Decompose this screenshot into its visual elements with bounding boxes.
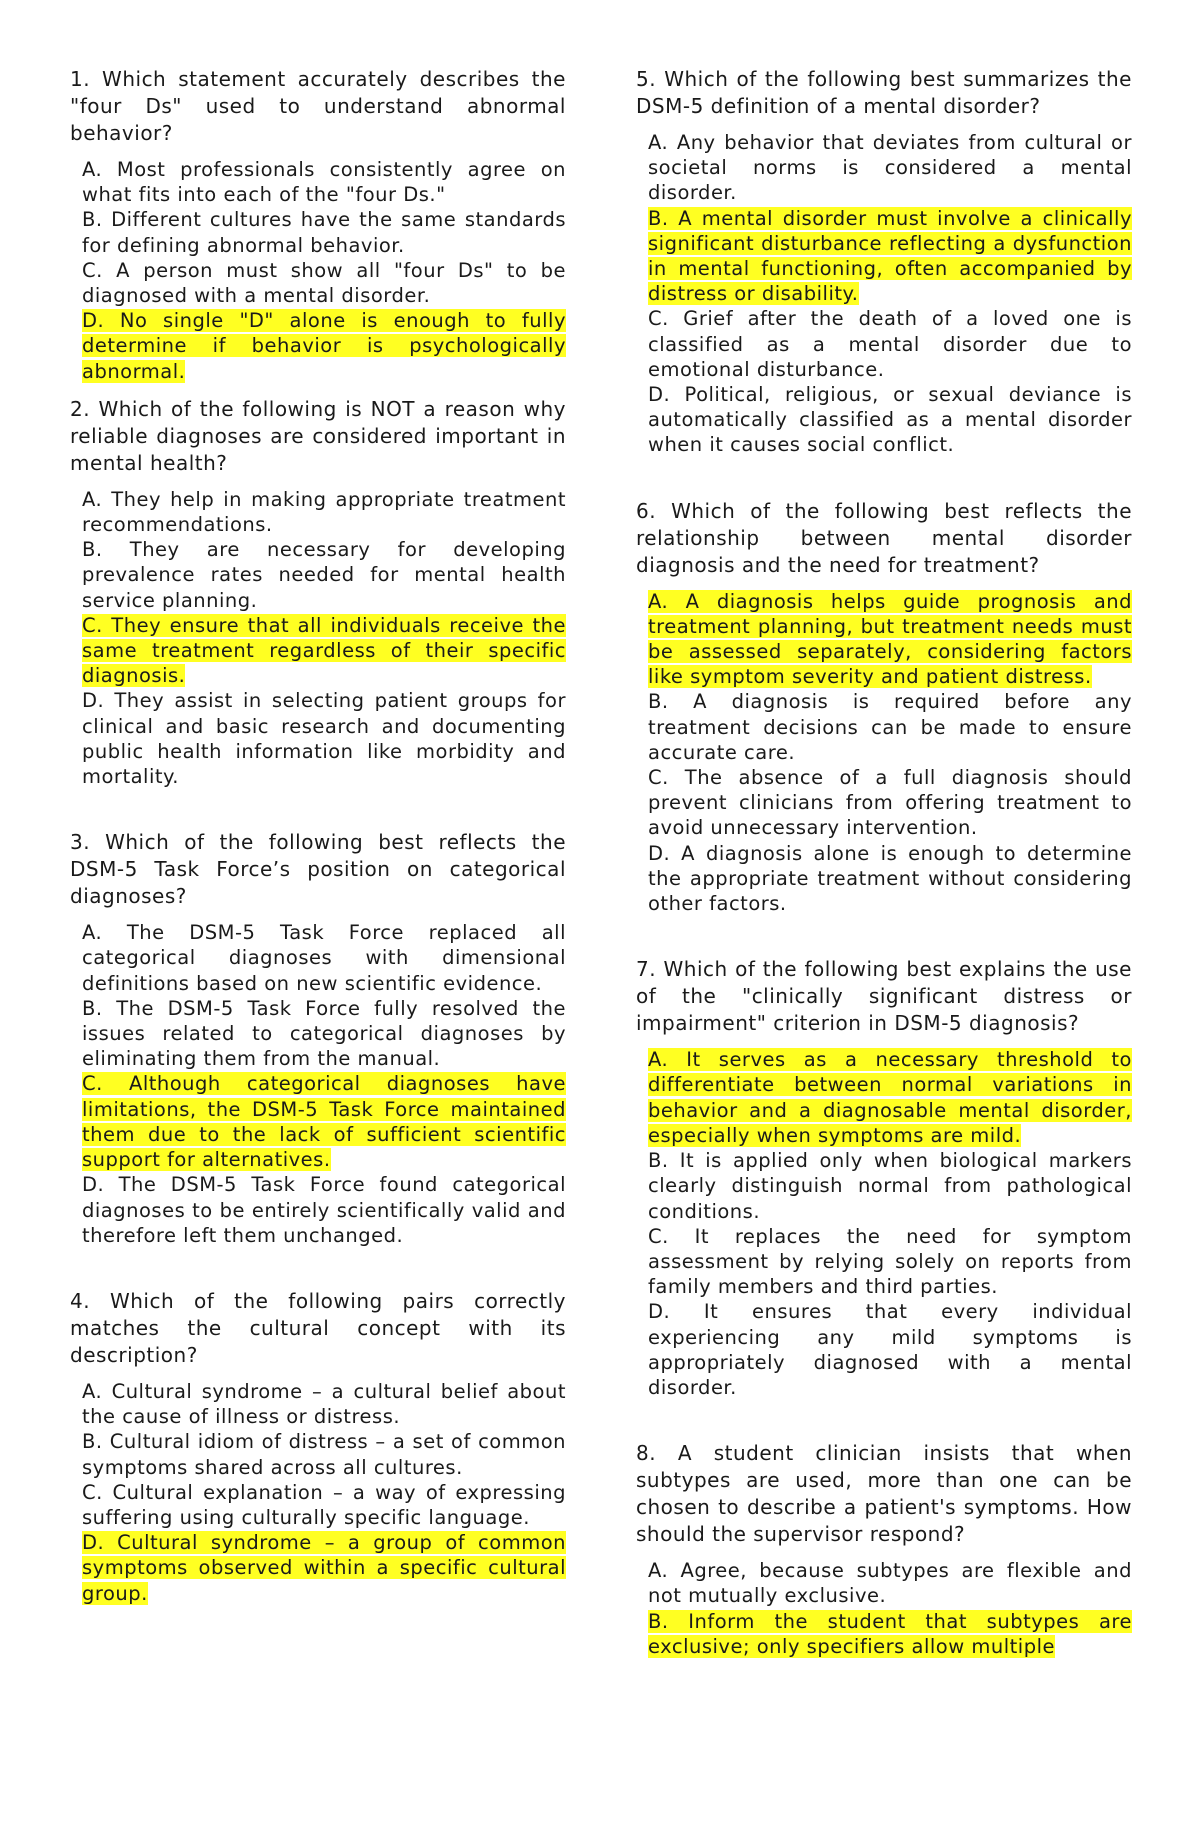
options-list <box>648 589 1132 917</box>
option-a-correct <box>648 589 1132 690</box>
option-d <box>648 841 1132 917</box>
option-b <box>82 537 566 613</box>
highlighted-answer: C. Although categorical diagnoses have limitations, the DSM-5 Task Force maintained them due to the lack of sufficient scientific support for alternatives. <box>82 1072 566 1172</box>
option-text: B. The DSM-5 Task Force fully resolved the issues related to categorical diagnoses by eliminating them from the manual. <box>82 996 566 1071</box>
option-d <box>82 688 566 789</box>
options-list <box>82 487 566 789</box>
option-text: C. The absence of a full diagnosis should prevent clinicians from offering treatment to avoid unnecessary intervention. <box>648 766 1132 840</box>
option-c <box>82 258 566 308</box>
question-1 <box>70 66 566 384</box>
option-text: D. They assist in selecting patient groups for clinical and basic research and documenting public health information like morbidity and mortality. <box>82 689 566 789</box>
question-text: 1. Which statement accurately describes the "four Ds" used to understand abnormal behavior? <box>70 67 566 145</box>
highlighted-answer: C. They ensure that all individuals receive the same treatment regardless of their specific diagnosis. <box>82 613 566 688</box>
option-text: C. Cultural explanation – a way of expressing suffering using culturally specific language. <box>82 1480 566 1529</box>
question-text: 7. Which of the following best explains the use of the "clinically significant distress or impairment" criterion in DSM-5 diagnosis? <box>636 957 1132 1036</box>
question-text: 2. Which of the following is NOT a reason why reliable diagnoses are considered important in mental health? <box>70 396 566 475</box>
question-text: 6. Which of the following best reflects the relationship between mental disorder diagnosis and the need for treatment? <box>636 498 1132 577</box>
highlighted-answer: D. No single "D" alone is enough to fully determine if behavior is psychologically abnormal. <box>82 309 566 383</box>
question-4 <box>70 1288 566 1606</box>
option-a <box>82 487 566 537</box>
question-3 <box>70 829 566 1248</box>
option-c <box>648 765 1132 841</box>
option-b <box>648 689 1132 765</box>
option-text: D. The DSM-5 Task Force found categorical diagnoses to be entirely scientifically valid and therefore left them unchanged. <box>82 1173 566 1247</box>
question-text: 4. Which of the following pairs correctly matches the cultural concept with its description? <box>70 1288 566 1367</box>
question-6 <box>636 498 1132 917</box>
option-a <box>82 1379 566 1429</box>
option-d <box>648 1299 1132 1400</box>
option-text: C. It replaces the need for symptom assessment by relying solely on reports from family members and third parties. <box>648 1224 1132 1299</box>
option-b <box>82 1429 566 1479</box>
option-a <box>82 920 566 996</box>
option-text: D. Political, religious, or sexual deviance is automatically classified as a mental disorder when it causes social conflict. <box>648 383 1132 457</box>
option-text: B. It is applied only when biological markers clearly distinguish normal from pathological conditions. <box>648 1149 1132 1223</box>
option-text: C. Grief after the death of a loved one is classified as a mental disorder due to emotional disturbance. <box>648 307 1132 381</box>
option-b <box>648 1148 1132 1224</box>
left-column <box>70 66 566 1618</box>
option-a <box>82 157 566 207</box>
highlighted-answer: A. A diagnosis helps guide prognosis and treatment planning, but treatment needs must be assessed separately, considering factors like symptom severity and patient distress. <box>648 589 1132 689</box>
option-b-correct <box>648 1609 1132 1659</box>
option-c <box>648 306 1132 382</box>
highlighted-answer: B. A mental disorder must involve a clinically significant disturbance reflecting a dysfunction in mental functioning, often accompanied by distress or disability. <box>648 206 1132 306</box>
question-text: 8. A student clinician insists that when subtypes are used, more than one can be chosen to describe a patient's symptoms. How should the supervisor respond? <box>636 1441 1132 1547</box>
options-list <box>648 1047 1132 1400</box>
option-d-correct <box>82 1530 566 1606</box>
option-text: B. A diagnosis is required before any treatment decisions can be made to ensure accurate care. <box>648 690 1132 764</box>
question-5 <box>636 66 1132 458</box>
options-list <box>82 1379 566 1606</box>
options-list <box>82 920 566 1248</box>
option-text: D. It ensures that every individual experiencing any mild symptoms is appropriately diagnosed with a mental disorder. <box>648 1300 1132 1399</box>
option-c <box>648 1224 1132 1300</box>
option-d <box>648 382 1132 458</box>
option-d-correct <box>82 308 566 384</box>
option-c-correct <box>82 613 566 689</box>
highlighted-answer: B. Inform the student that subtypes are exclusive; only specifiers allow multiple <box>648 1609 1132 1658</box>
option-text: B. Cultural idiom of distress – a set of common symptoms shared across all cultures. <box>82 1430 566 1479</box>
highlighted-answer: D. Cultural syndrome – a group of common symptoms observed within a specific cultural group. <box>82 1531 566 1605</box>
option-text: B. Different cultures have the same standards for defining abnormal behavior. <box>82 208 566 257</box>
option-c-correct <box>82 1071 566 1172</box>
option-text: A. They help in making appropriate treatment recommendations. <box>82 487 566 537</box>
question-7 <box>636 956 1132 1400</box>
option-a <box>648 1558 1132 1608</box>
options-list <box>648 130 1132 458</box>
option-a <box>648 130 1132 206</box>
right-column <box>636 66 1132 1671</box>
question-8 <box>636 1440 1132 1659</box>
option-b <box>82 207 566 257</box>
option-c <box>82 1480 566 1530</box>
option-b-correct <box>648 206 1132 307</box>
option-text: A. Most professionals consistently agree on what fits into each of the "four Ds." <box>82 158 566 207</box>
option-d <box>82 1172 566 1248</box>
options-list <box>82 157 566 384</box>
options-list <box>648 1558 1132 1659</box>
option-text: A. The DSM-5 Task Force replaced all categorical diagnoses with dimensional definitions based on new scientific evidence. <box>82 921 566 995</box>
option-text: A. Agree, because subtypes are flexible and not mutually exclusive. <box>648 1559 1132 1608</box>
question-text: 3. Which of the following best reflects the DSM-5 Task Force’s position on categorical diagnoses? <box>70 830 566 909</box>
option-b <box>82 996 566 1072</box>
option-text: D. A diagnosis alone is enough to determine the appropriate treatment without considering other factors. <box>648 841 1132 916</box>
option-text: A. Cultural syndrome – a cultural belief about the cause of illness or distress. <box>82 1379 566 1429</box>
question-text: 5. Which of the following best summarizes the DSM-5 definition of a mental disorder? <box>636 67 1132 118</box>
highlighted-answer: A. It serves as a necessary threshold to differentiate between normal variations in behavior and a diagnosable mental disorder, especially when symptoms are mild. <box>648 1048 1132 1147</box>
option-a-correct <box>648 1047 1132 1148</box>
question-2 <box>70 396 566 789</box>
option-text: B. They are necessary for developing prevalence rates needed for mental health service planning. <box>82 538 566 612</box>
option-text: C. A person must show all "four Ds" to be diagnosed with a mental disorder. <box>82 258 566 308</box>
option-text: A. Any behavior that deviates from cultural or societal norms is considered a mental disorder. <box>648 131 1132 205</box>
